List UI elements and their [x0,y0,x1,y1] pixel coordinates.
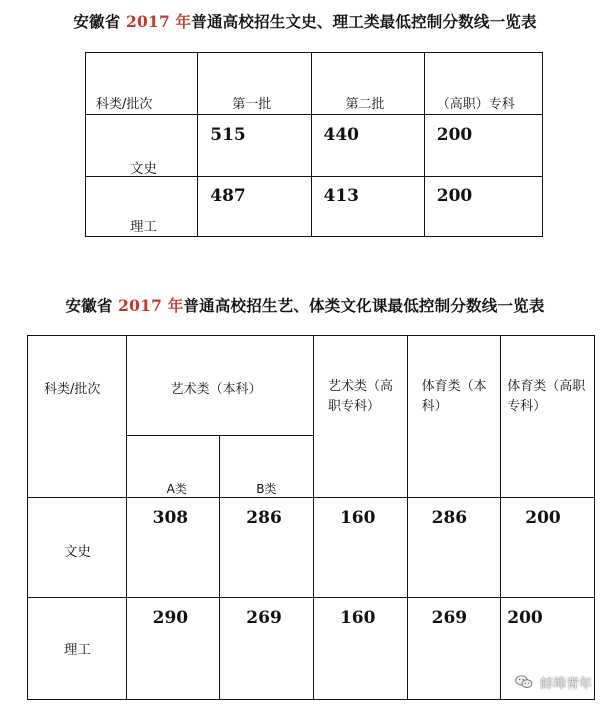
subheader-cell-a: A类 [126,436,220,498]
score-cell: 515 [198,115,311,177]
score-cell: 269 [407,598,501,700]
header-cell-art-vocational: 艺术类（高职专科） [313,336,407,498]
wechat-icon [514,672,534,692]
row-label: 文史 [86,115,198,177]
subheader-cell-b: B类 [220,436,314,498]
header-cell-vocational: （高职）专科 [424,53,542,115]
score-cell: 290 [126,598,220,700]
score-cell: 487 [198,177,311,237]
table2-title: 安徽省 2017 年普通高校招生艺、体类文化课最低控制分数线一览表 [65,296,545,315]
score-cell: 200 [424,177,542,237]
table-row [86,177,543,237]
header-cell-pe-undergrad: 体育类（本科） [407,336,501,498]
table-row [28,598,595,700]
score-cell: 200 [424,115,542,177]
row-label: 理工 [86,177,198,237]
header-cell-pe-vocational: 体育类（高职专科） [501,336,595,498]
score-cell: 269 [220,598,314,700]
score-cell: 413 [311,177,424,237]
score-table-art-pe [27,335,595,700]
header-cell-art-undergrad: 艺术类（本科） [126,336,313,436]
table1-title: 安徽省 2017 年普通高校招生文史、理工类最低控制分数线一览表 [73,12,537,31]
score-cell: 200 [501,498,595,598]
header-cell-batch-1: 第一批 [198,53,311,115]
score-cell: 308 [126,498,220,598]
watermark [514,672,592,692]
row-label: 文史 [28,498,127,598]
table-row [28,498,595,598]
watermark-text: 蚌埠青年 [539,676,592,692]
score-cell: 286 [407,498,501,598]
row-label: 理工 [28,598,127,700]
score-cell: 440 [311,115,424,177]
score-cell: 286 [220,498,314,598]
table-row [86,115,543,177]
header-cell-category: 科类/批次 [28,336,127,498]
header-cell-category: 科类/批次 [86,53,198,115]
header-cell-batch-2: 第二批 [311,53,424,115]
score-cell: 200 [501,598,595,700]
score-table-wenshi-ligong [85,52,543,237]
score-cell: 160 [313,498,407,598]
score-cell: 160 [313,598,407,700]
